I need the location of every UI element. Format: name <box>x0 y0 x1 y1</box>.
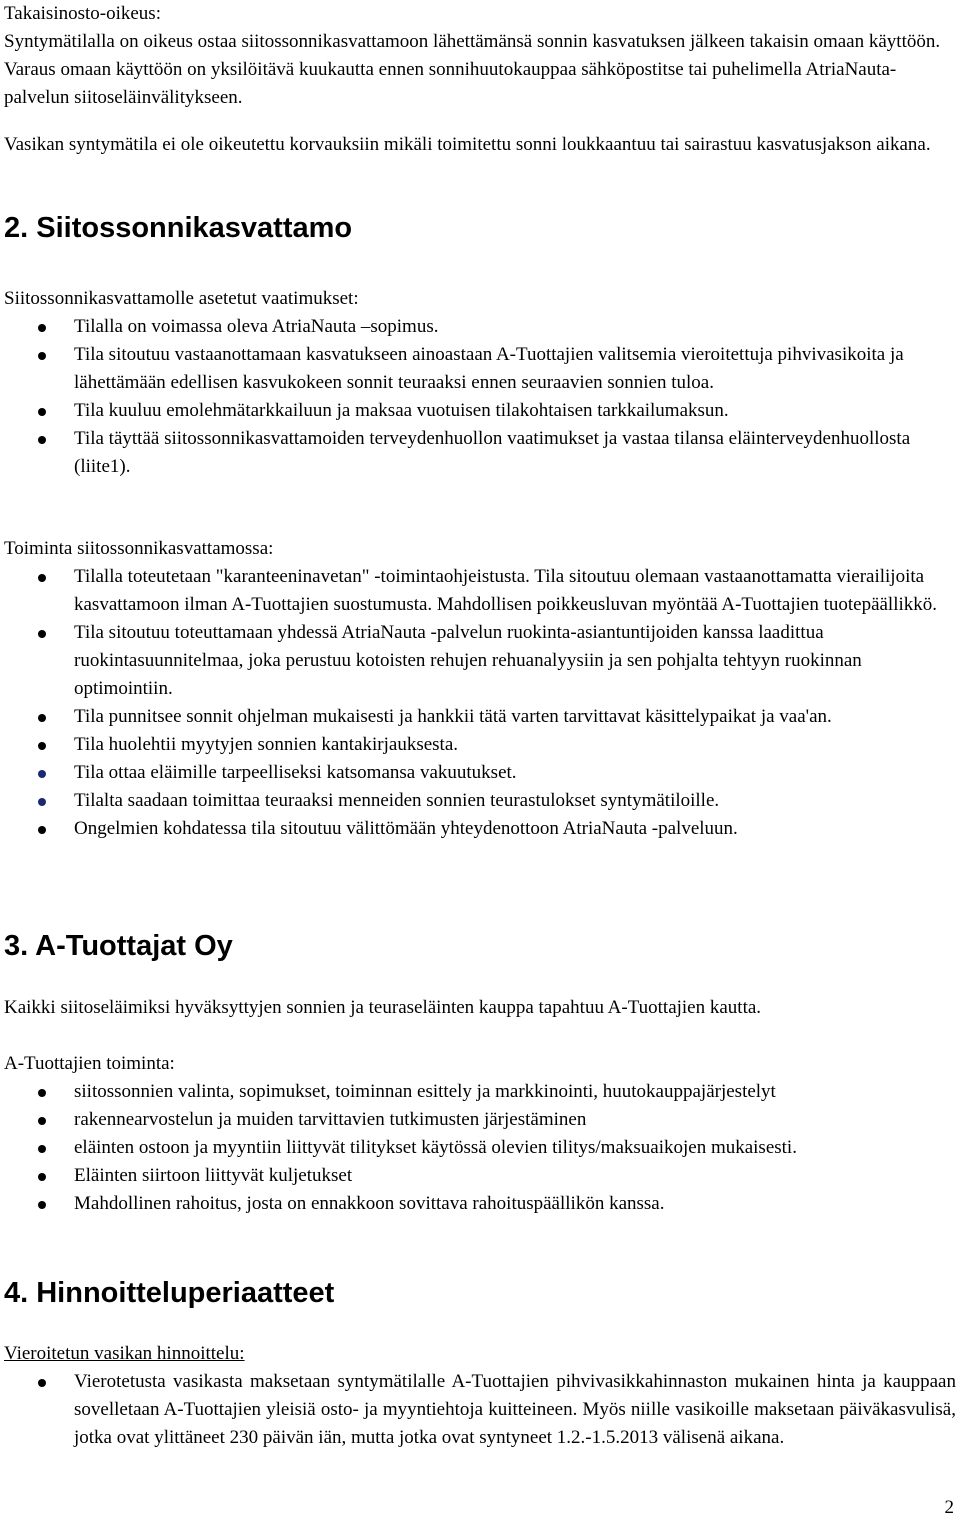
bullet-icon <box>38 324 46 332</box>
bullet-icon <box>38 826 46 834</box>
bullet-icon <box>38 1173 46 1181</box>
bullet-icon <box>38 798 46 806</box>
list-item: Eläinten siirtoon liittyvät kuljetukset <box>4 1162 956 1190</box>
list-item: Tila sitoutuu vastaanottamaan kasvatukseen ainoastaan A-Tuottajien valitsemia vieroitettuja pihvivasikoita ja lähettämään edellisen kasvukokeen sonnit teuraaksi ennen seuraavien sonnien tuloa. <box>4 341 956 397</box>
list-item: Tila kuuluu emolehmätarkkailuun ja maksaa vuotuisen tilakohtaisen tarkkailumaksun. <box>4 397 956 425</box>
operations-list <box>4 563 956 843</box>
bullet-icon <box>38 770 46 778</box>
section-3-list-block <box>4 1050 956 1218</box>
intro-paragraph: Syntymätilalla on oikeus ostaa siitossonnikasvattamoon lähettämänsä sonnin kasvatuksen jälkeen takaisin omaan käyttöön. Varaus omaan käyttöön on yksilöitävä kuukautta ennen sonnihuutokauppaa sähköpostitse tai puhelimella AtriaNauta-palvelun siitoseläinvälitykseen. <box>4 31 941 108</box>
list-item: Vierotetusta vasikasta maksetaan syntymätilalle A-Tuottajien pihvivasikkahinnaston mukainen hinta ja kauppaan sovelletaan A-Tuottajien yleisiä osto- ja myyntiehtoja kuitteineen. Myös niille vasikoille maksetaan päiväkasvulisä, jotka ovat ylittäneet 230 päivän iän, mutta jotka ovat syntyneet 1.2.-1.5.2013 välisenä aikana. <box>4 1368 956 1452</box>
a-tuottajat-list-label: A-Tuottajien toiminta: <box>4 1053 175 1074</box>
intro-section <box>4 0 956 112</box>
requirements-list <box>4 313 956 481</box>
section-3-paragraph: Kaikki siitoseläimiksi hyväksyttyjen sonnien ja teuraseläinten kauppa tapahtuu A-Tuottajien kautta. <box>4 997 762 1018</box>
section-2-operations <box>4 535 956 843</box>
pricing-subheading: Vieroitetun vasikan hinnoittelu: <box>4 1343 245 1364</box>
a-tuottajat-list <box>4 1078 956 1218</box>
pricing-list <box>4 1368 956 1452</box>
section-4-title: 4. Hinnoitteluperiaatteet <box>4 1277 335 1309</box>
bullet-icon <box>38 1145 46 1153</box>
list-item: Tila sitoutuu toteuttamaan yhdessä AtriaNauta -palvelun ruokinta-asiantuntijoiden kanssa laadittua ruokintasuunnitelmaa, joka perustuu kotoisten rehujen rehuanalyysiin ja sen pohjalta tehtyyn ruokinnan optimointiin. <box>4 619 956 703</box>
list-item: Tila ottaa eläimille tarpeelliseksi katsomansa vakuutukset. <box>4 759 956 787</box>
bullet-icon <box>38 1379 46 1387</box>
section-4-block <box>4 1340 956 1452</box>
section-2-title: 2. Siitossonnikasvattamo <box>4 212 353 244</box>
bullet-icon <box>38 714 46 722</box>
list-item: Mahdollinen rahoitus, josta on ennakkoon sovittava rahoituspäällikön kanssa. <box>4 1190 956 1218</box>
list-item: Tila täyttää siitossonnikasvattamoiden terveydenhuollon vaatimukset ja vastaa tilansa eläinterveydenhuollosta (liite1). <box>4 425 956 481</box>
requirements-label: Siitossonnikasvattamolle asetetut vaatimukset: <box>4 288 359 309</box>
bullet-icon <box>38 408 46 416</box>
operations-label: Toiminta siitossonnikasvattamossa: <box>4 538 274 559</box>
bullet-icon <box>38 574 46 582</box>
intro-heading: Takaisinosto-oikeus: <box>4 3 161 24</box>
list-item: Ongelmien kohdatessa tila sitoutuu välittömään yhteydenottoon AtriaNauta -palveluun. <box>4 815 956 843</box>
list-item: Tila huolehtii myytyjen sonnien kantakirjauksesta. <box>4 731 956 759</box>
bullet-icon <box>38 352 46 360</box>
section-3-paragraph-block <box>4 994 956 1022</box>
bullet-icon <box>38 1201 46 1209</box>
list-item: Tilalla toteutetaan "karanteeninavetan" -toimintaohjeistusta. Tila sitoutuu olemaan vastaanottamatta vierailijoita kasvattamoon ilman A-Tuottajien suostumusta. Mahdollisen poikkeusluvan myöntää A-Tuottajien tuotepäällikkö. <box>4 563 956 619</box>
bullet-icon <box>38 436 46 444</box>
bullet-icon <box>38 1089 46 1097</box>
list-item: Tila punnitsee sonnit ohjelman mukaisesti ja hankkii tätä varten tarvittavat käsittelypaikat ja vaa'an. <box>4 703 956 731</box>
bullet-icon <box>38 742 46 750</box>
list-item: Tilalta saadaan toimittaa teuraaksi menneiden sonnien teurastulokset syntymätiloille. <box>4 787 956 815</box>
liability-paragraph: Vasikan syntymätila ei ole oikeutettu korvauksiin mikäli toimitettu sonni loukkaantuu tai sairastuu kasvatusjakson aikana. <box>4 134 931 155</box>
list-item: Tilalla on voimassa oleva AtriaNauta –sopimus. <box>4 313 956 341</box>
list-item: eläinten ostoon ja myyntiin liittyvät tilitykset käytössä olevien tilitys/maksuaikojen mukaisesti. <box>4 1134 956 1162</box>
bullet-icon <box>38 1117 46 1125</box>
section-2-requirements <box>4 285 956 481</box>
liability-paragraph-block <box>4 131 956 159</box>
bullet-icon <box>38 630 46 638</box>
list-item: siitossonnien valinta, sopimukset, toiminnan esittely ja markkinointi, huutokauppajärjestelyt <box>4 1078 956 1106</box>
section-3-title: 3. A-Tuottajat Oy <box>4 930 233 962</box>
page-number: 2 <box>944 1497 954 1518</box>
list-item: rakennearvostelun ja muiden tarvittavien tutkimusten järjestäminen <box>4 1106 956 1134</box>
